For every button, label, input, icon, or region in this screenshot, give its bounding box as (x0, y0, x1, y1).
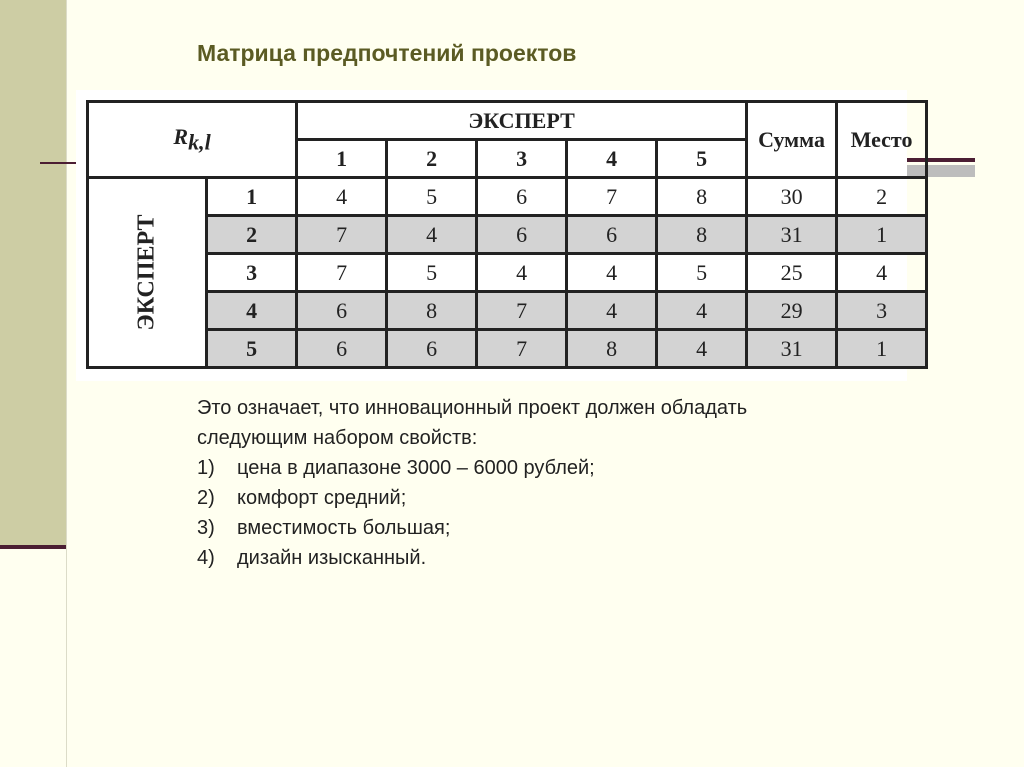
table-cell: 7 (477, 292, 567, 330)
column-group-header: ЭКСПЕРТ (297, 102, 747, 140)
column-header: 5 (657, 140, 747, 178)
table-cell: 8 (387, 292, 477, 330)
place-cell: 1 (837, 216, 927, 254)
list-item-number: 2) (197, 487, 215, 509)
table-cell: 6 (477, 178, 567, 216)
table-cell: 6 (387, 330, 477, 368)
properties-list (197, 453, 757, 573)
accent-line-left (40, 162, 76, 164)
table-row (88, 292, 927, 330)
sum-cell: 25 (747, 254, 837, 292)
table-row (88, 216, 927, 254)
table-row (88, 254, 927, 292)
table-cell: 5 (387, 178, 477, 216)
table-cell: 7 (297, 216, 387, 254)
table-cell: 6 (297, 292, 387, 330)
table-cell: 7 (567, 178, 657, 216)
table-cell: 4 (387, 216, 477, 254)
row-group-label: ЭКСПЕРТ (133, 214, 160, 331)
table-row (88, 178, 927, 216)
table-cell: 4 (657, 330, 747, 368)
list-item (197, 483, 757, 513)
column-header: 4 (567, 140, 657, 178)
row-header: 2 (207, 216, 297, 254)
corner-label: R (173, 123, 189, 149)
slide-title: Матрица предпочтений проектов (197, 40, 577, 66)
table-cell: 4 (477, 254, 567, 292)
sum-header: Сумма (747, 102, 837, 178)
sum-cell: 31 (747, 216, 837, 254)
list-item-number: 1) (197, 457, 215, 479)
table-cell: 8 (567, 330, 657, 368)
table-cell: 4 (657, 292, 747, 330)
table-cell: 5 (387, 254, 477, 292)
place-header: Место (837, 102, 927, 178)
row-header: 5 (207, 330, 297, 368)
column-header: 1 (297, 140, 387, 178)
table-cell: 4 (567, 292, 657, 330)
list-item (197, 453, 757, 483)
list-item-text: комфорт средний; (237, 487, 407, 509)
corner-subscript: k,l (188, 129, 211, 155)
sum-cell: 29 (747, 292, 837, 330)
row-header: 3 (207, 254, 297, 292)
table-cell: 4 (297, 178, 387, 216)
row-group-header (88, 178, 207, 368)
place-cell: 1 (837, 330, 927, 368)
place-cell: 2 (837, 178, 927, 216)
table-cell: 6 (477, 216, 567, 254)
list-item (197, 543, 757, 573)
list-item-text: вместимость большая; (237, 517, 451, 539)
row-header: 1 (207, 178, 297, 216)
preference-matrix-table (86, 100, 928, 369)
place-cell: 4 (837, 254, 927, 292)
corner-cell (88, 102, 297, 178)
table-cell: 7 (477, 330, 567, 368)
conclusion-text (197, 393, 757, 573)
table-cell: 8 (657, 178, 747, 216)
table-cell: 6 (297, 330, 387, 368)
list-item (197, 513, 757, 543)
list-item-number: 3) (197, 517, 215, 539)
slide-edge-line (66, 0, 67, 767)
sum-cell: 31 (747, 330, 837, 368)
table-row (88, 330, 927, 368)
row-header: 4 (207, 292, 297, 330)
table-cell: 7 (297, 254, 387, 292)
intro-paragraph: Это означает, что инновационный проект должен обладать следующим набором свойств: (197, 397, 748, 449)
sum-cell: 30 (747, 178, 837, 216)
list-item-text: дизайн изысканный. (237, 547, 427, 569)
table-cell: 6 (567, 216, 657, 254)
left-decor-bar (0, 0, 66, 545)
list-item-text: цена в диапазоне 3000 – 6000 рублей; (237, 457, 595, 479)
table-cell: 8 (657, 216, 747, 254)
table-cell: 5 (657, 254, 747, 292)
list-item-number: 4) (197, 547, 215, 569)
column-header: 3 (477, 140, 567, 178)
place-cell: 3 (837, 292, 927, 330)
left-decor-line (0, 545, 66, 549)
column-header: 2 (387, 140, 477, 178)
table-cell: 4 (567, 254, 657, 292)
